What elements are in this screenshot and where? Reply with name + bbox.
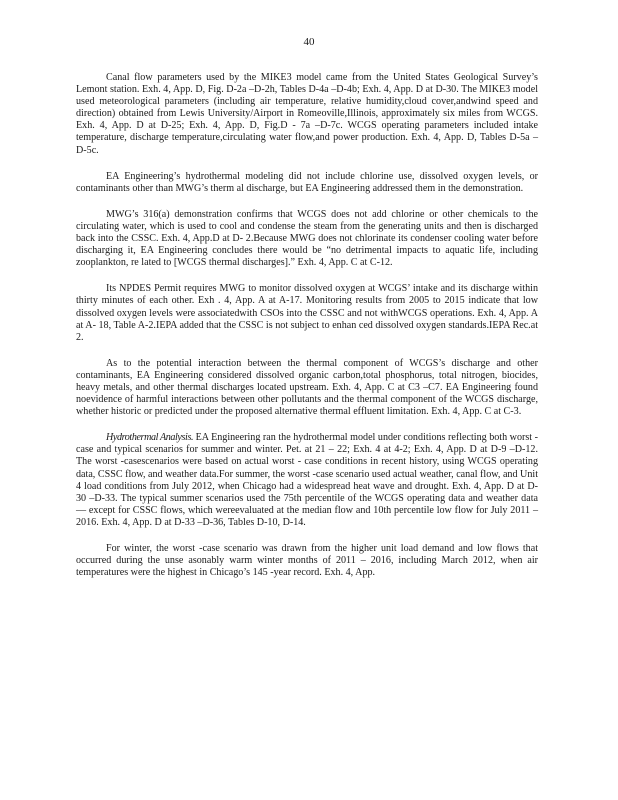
paragraph-hydrothermal-analysis — [76, 432, 538, 529]
paragraph-dissolved-oxygen: Its NPDES Permit requires MWG to monitor dissolved oxygen at WCGS’ intake and its discharge within thirty minutes of each other. Exh . 4, App. A at A-17. Monitoring results from 2005 to 2015 indicate that low dissolved oxygen levels were associatedwith CSOs into the CSSC and not withWCGS operations. Exh. 4, App. A at A- 18, Table A-2.IEPA added that the CSSC is not subject to enhan ced dissolved oxygen standards.IEPA Rec.at 2. — [76, 283, 538, 343]
paragraph-modeling-scope: EA Engineering’s hydrothermal modeling did not include chlorine use, dissolved oxygen levels, or contaminants other than MWG’s therm al discharge, but EA Engineering addressed them in the demonstration. — [76, 170, 538, 194]
paragraph-canal-flow-parameters: Canal flow parameters used by the MIKE3 model came from the United States Geological Survey’s Lemont station. Exh. 4, App. D, Fig. D-2a –D-2h, Tables D-4a –D-4b; Exh. 4, App. D at D-30. The MIKE3 model used meteorological parameters (including air temperature, relative humidity,cloud cover,andwind speed and direction) obtained from Lewis University/Airport in Romeoville,Illinois, approximately six miles from WCGS. Exh. 4, App. D at D-25; Exh. 4, App. D, Fig.D - 7a –D-7c. WCGS operating parameters included intake temperature, discharge temperature,circulating water flow,and power production. Exh. 4, App. D, Tables D-5a –D-5c. — [76, 72, 538, 156]
paragraph-contaminant-interaction: As to the potential interaction between the thermal component of WCGS’s discharge and other contaminants, EA Engineering considered dissolved organic carbon,total phosphorus, total nitrogen, biocides, heavy metals, and other thermal discharges located upstream. Exh. 4, App. C at C3 –C7. EA Engineering found noevidence of harmful interactions between other pollutants and the thermal component of the WCGS discharge, whether historic or predicted under the proposed alternative thermal effluent limitation. Exh. 4, App. C at C-3. — [76, 357, 538, 418]
paragraph-winter-scenario: For winter, the worst -case scenario was drawn from the higher unit load demand and low flows that occurred during the unse asonably warm winter months of 2011 – 2016, including March 2012, when air temperatures were the highest in Chicago’s 145 -year record. Exh. 4, App. — [76, 543, 538, 579]
body-text — [76, 72, 538, 579]
paragraph-chlorine-use: MWG’s 316(a) demonstration confirms that WCGS does not add chlorine or other chemicals to the circulating water, which is used to cool and condense the steam from the generating units and then is discharged back into the CSSC. Exh. 4, App.D at D- 2.Because MWG does not chlorinate its condenser cooling water before discharging it, EA Engineering concludes there would be “no detrimental impacts to aquatic life, including zooplankton, re lated to [WCGS thermal discharges].” Exh. 4, App. C at C-12. — [76, 208, 538, 269]
paragraph-hydrothermal-analysis-text: EA Engineering ran the hydrothermal model under conditions reflecting both worst -case and typical scenarios for summer and winter. Pet. at 21 – 22; Exh. 4 at 4-2; Exh. 4, App. D at D-9 –D-12. The worst -casescenarios were based on actual worst - case conditions in recent history, using WCGS operating data, CSSC flow, and weather data.For summer, the worst -case scenario used actual weather, canal flow, and Unit 4 load conditions from July 2012, when Chicago had a widespread heat wave and drought. Exh. 4, App. D at D-30 –D-33. The typical summer scenarios used the 75th percentile of the WCGS operating data and weather data — except for CSSC flows, which wereevaluated at the median flow and 10th percentile low flow for July 2011 – 2016. Exh. 4, App. D at D-33 –D-36, Tables D-10, D-14. — [76, 432, 539, 528]
page-number: 40 — [303, 36, 315, 48]
run-in-heading: Hydrothermal Analysis. — [106, 432, 194, 444]
